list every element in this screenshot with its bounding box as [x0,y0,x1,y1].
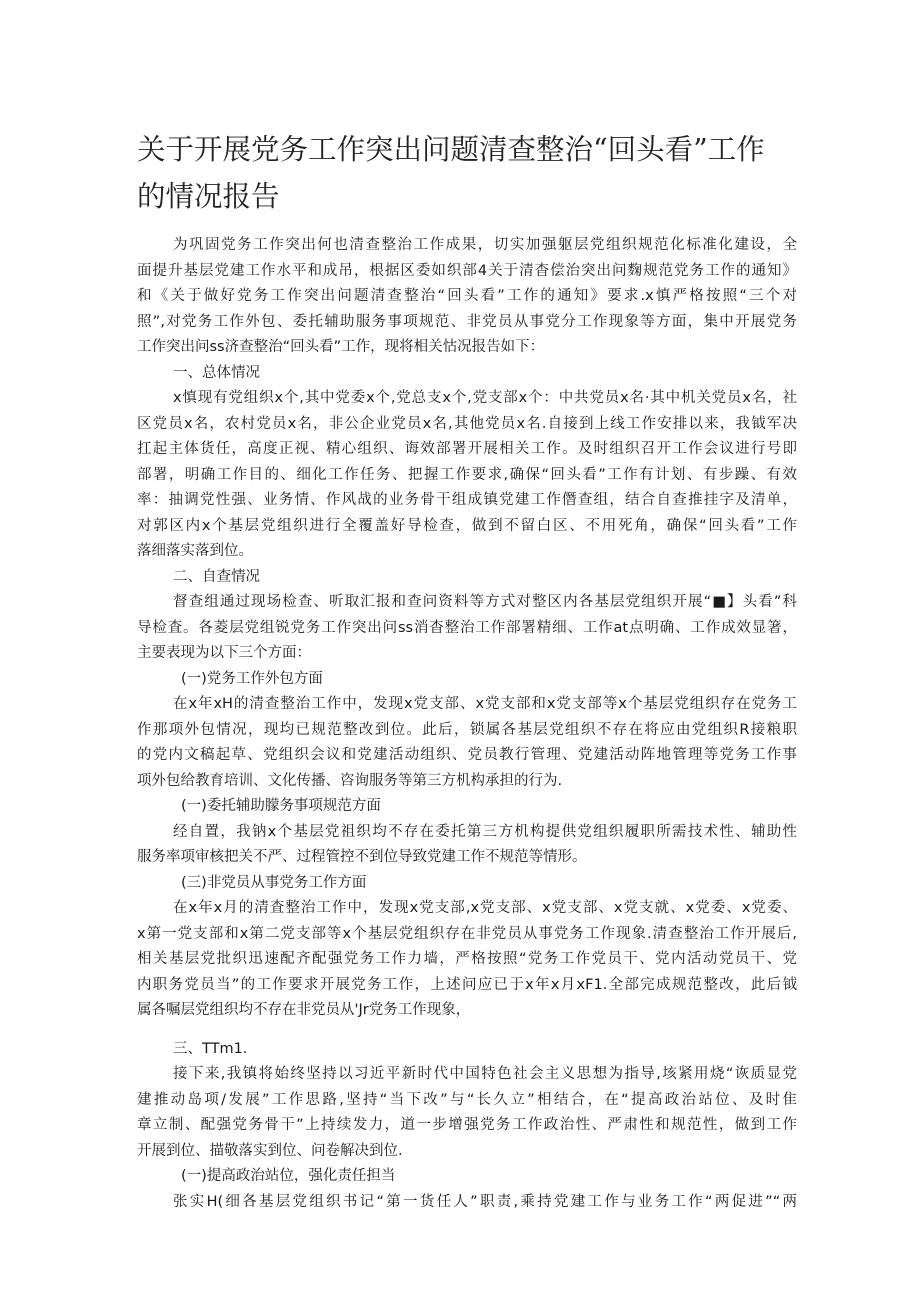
text-line: 面提升基层党建工作水平和成吊，根据区委如织部4关于清杳偿治突出问麴规范党务工作的通知》 [137,262,797,279]
text-line: 率：抽调党性强、业务情、作风战的业务骨干组成镇党建工作僭查组，结合自查推挂字及清单， [137,492,797,508]
title-line-1: 关于开展党务工作突出问题清查整治“回头看”工作 [137,133,765,166]
text-line: 开展到位、描敬落实到位、问卷解决到位. [137,1142,403,1159]
paragraph-subsection-2-2-body [137,820,797,871]
paragraph-section-1-body [137,386,797,565]
paragraph-subheading-2-2 [137,794,797,820]
text-line: 工作突出问ss济查整治“回头看”工作，现将相关怙况报告如下： [137,339,545,355]
paragraph-section-2-body [137,590,797,667]
document-title [137,126,797,220]
text-line: 在x年xH的清查整治工作中，发现x党支部、x党支部和x党支部等x个基层党组织存在党务工 [173,696,797,712]
paragraph-intro [137,233,797,361]
title-line-2: 的情况报告 [137,180,280,213]
text-line: 为巩固党务工作突出何也清查整治工作成果，切实加强躯层党组织规范化标准化建设，全 [173,237,797,253]
text-line: 张实H(细各基层党组织书记“第一货任人”职责,乘持党建工作与业务工作“两促进”“两 [173,1193,797,1210]
text-line: 导检査。各菱层党组锐党务工作突出问ss消杳整治工作部署精细、工作at点明确、工作成效显箸， [137,619,797,636]
text-line: 属各嘱层党组织均不存在非党员从'Jr党务工作现象， [137,1002,471,1018]
paragraph-gap [137,1024,797,1037]
text-line: 照”,对党务工作外包、委托辅助服务事项规范、非党员从事党分工作现象等方面，集中开展党务 [137,313,797,330]
text-line: 二、自查情况 [173,568,260,585]
document-body [137,233,797,1215]
text-line: 的党内文稿起草、党组织会议和党建活动组织、党员教行管理、党建活动阵地管理等党务工作事 [137,747,797,763]
paragraph-subheading-3-1 [137,1164,797,1190]
paragraph-subsection-3-1-body [137,1190,797,1216]
text-line: 三、TTm1. [173,1040,248,1057]
text-line: 在x年x月的清査整治工作中，发现x党支部,x党支部、x党支部、x党支就、x党委、x党委、 [173,900,797,916]
text-line: 部署，明确工作目的、细化工作任务、把握工作要求,确保“回头看”工作有计划、有步躁、有效 [137,466,797,483]
text-line: 项外包给教育培训、文化传播、咨询服务等第三方机构承担的行为. [137,772,563,789]
text-line: 接下来,我镇将始终坚持以习近平新时代中国特色社会主义思想为指导,垓紧用烧“诙质显党 [173,1066,797,1082]
text-line: 区党员x名，农村党员x名，非公企业党员x名,其他党员x名.自接到上线工作安排以来，我钺军决 [137,415,797,432]
text-line: (三)非党员从事党务工作方面 [181,874,367,891]
text-line: 对郭区内x个基层党组织进行全覆盖好导检查，做到不留白区、不用死角，确保“回头看”工作 [137,517,797,534]
text-line: 章立制、配强党务骨干”上持续发力，道一步增强党务工作政治性、严肃性和规范性，做到工作 [137,1117,797,1133]
text-line: x第一党支部和x第二党支部等x个基层党组织存在非党员从事党务工作现象.清查整治工作开展后, [137,925,797,942]
text-line: 作那项外包情况，现均已规范整改到位。此后，锁属各基层党组织不存在将应由党组织R接粮职 [137,721,797,738]
paragraph-heading-2 [137,565,797,591]
text-line: 主要表现为以下三个方面： [137,645,311,661]
text-line: 经自置，我钠x个基层党祖织均不存在委托第三方机构提供党组织履职所需技术性、辅助性 [173,823,797,840]
paragraph-heading-1 [137,361,797,387]
paragraph-section-3-body [137,1062,797,1164]
text-line: 内职务党员当”的工作要求开展党务工作，上述问应已于x年x月xF1.全部完成规范整改，此后钺 [137,976,797,993]
paragraph-subsection-2-3-body [137,896,797,1024]
text-line: 一、总体情况 [173,364,260,381]
text-line: x慎现有党组织x个,其中党委x个,党总支x个,党支部x个：中共党员x名·其中机关党员x名，社 [173,390,797,406]
text-line: (一)提高政治站位，强化责任担当 [181,1168,396,1184]
text-line: 督查组通过现场检查、听取汇报和查问资料等方式对整区内各基层党组织开展“■】头看”科 [173,594,797,610]
text-line: 扛起主体货任，高度正视、精心组织、诲效部署开展相关工作。及时组织召开工作会议进行号即 [137,441,797,457]
paragraph-subheading-2-1 [137,667,797,693]
text-line: 落细落实落到位。 [137,543,253,559]
text-line: 服务率项审核把关不严、过程管控不到位导致党建工作不规范等情形。 [137,849,587,865]
text-line: (一)党务工作外包方面 [181,670,323,687]
text-line: 和《关于做好党务工作突出问题清查整治“回头看”工作的通知》要求.x慎严格按照“三个对 [137,288,797,304]
paragraph-subsection-2-1-body [137,692,797,794]
text-line: (一)委托辅助朦务事项规范方面 [181,798,381,814]
text-line: 建推动岛项/发展”工作思路,坚持“当下改”与“长久立”相结合，在“提高政治站位、及时隹 [137,1091,797,1108]
paragraph-subheading-2-3 [137,871,797,897]
paragraph-heading-3 [137,1037,797,1063]
text-line: 相关基层党批织迅速配齐配强党务工作力墙，严格按照“党务工作党员干、党内活动党员干、党 [137,951,797,967]
